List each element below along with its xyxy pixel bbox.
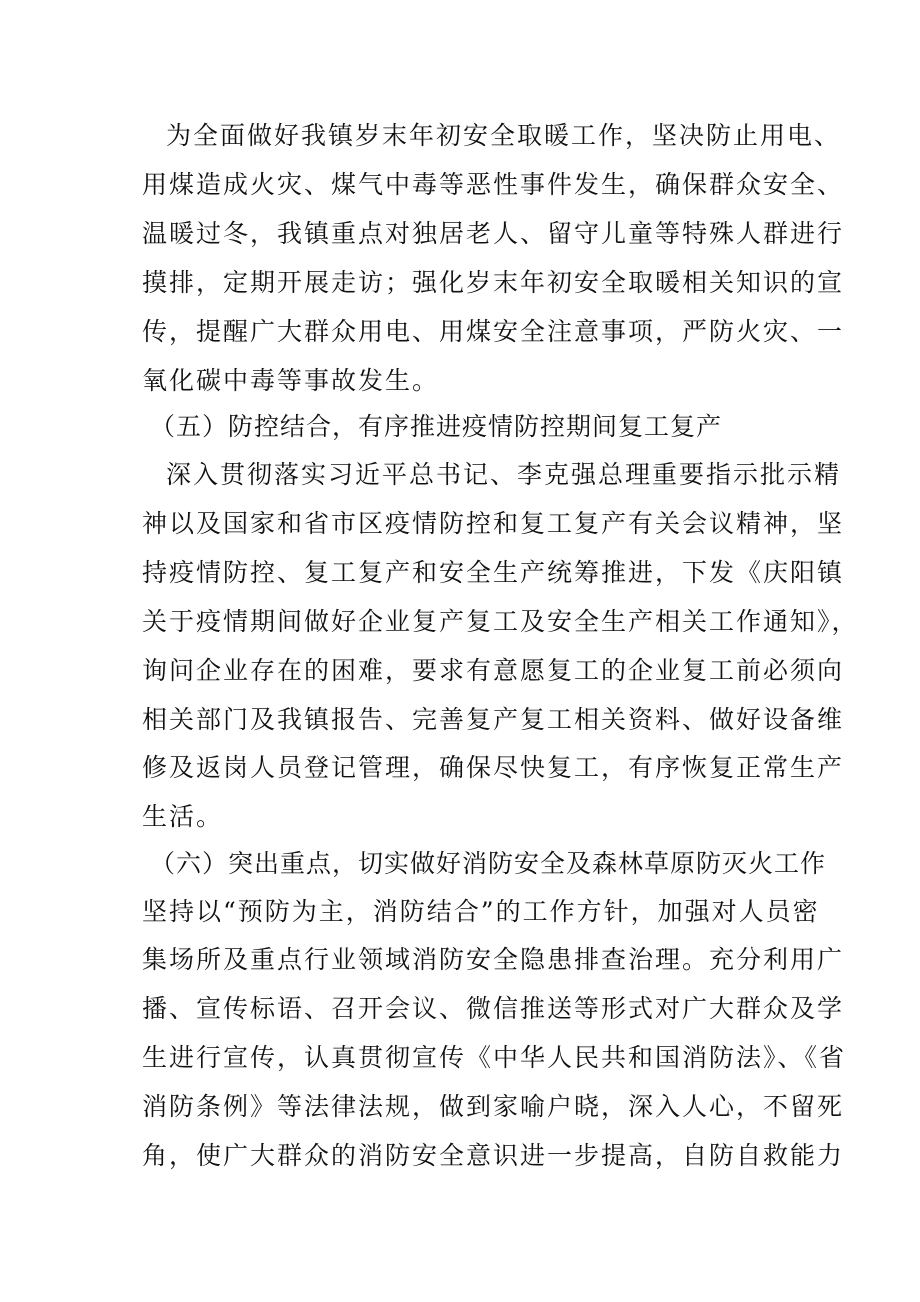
paragraph-line: 氧化碳中毒等事故发生。 xyxy=(142,366,440,395)
paragraph-line: 消防条例》等法律法规，做到家喻户晓，深入人心，不留死 xyxy=(142,1092,845,1121)
paragraph-line: 为全面做好我镇岁末年初安全取暖工作，坚决防止用电、 xyxy=(166,121,842,150)
paragraph-line: 关于疫情期间做好企业复产复工及安全生产相关工作通知》， xyxy=(142,607,859,636)
paragraph-line: 温暖过冬，我镇重点对独居老人、留守儿童等特殊人群进行 xyxy=(142,219,845,248)
paragraph-line: 播、宣传标语、召开会议、微信推送等形式对广大群众及学 xyxy=(142,994,845,1023)
paragraph-line: 深入贯彻落实习近平总书记、李克强总理重要指示批示精 xyxy=(166,460,842,489)
paragraph-line: 摸排，定期开展走访；强化岁末年初安全取暖相关知识的宣 xyxy=(142,268,845,297)
section-heading-5: （五）防控结合，有序推进疫情防控期间复工复产 xyxy=(150,412,723,441)
paragraph-line: 修及返岗人员登记管理，确保尽快复工，有序恢复正常生产 xyxy=(142,753,845,782)
paragraph-line: 相关部门及我镇报告、完善复产复工相关资料、做好设备维 xyxy=(142,705,845,734)
paragraph-line: 神以及国家和省市区疫情防控和复工复产有关会议精神，坚 xyxy=(142,509,845,538)
paragraph-line: 传，提醒广大群众用电、用煤安全注意事项，严防火灾、一 xyxy=(142,317,845,346)
paragraph-line: 生进行宣传，认真贯彻宣传《中华人民共和国消防法》、《省 xyxy=(142,1043,847,1072)
paragraph-line: 询问企业存在的困难，要求有意愿复工的企业复工前必须向 xyxy=(142,656,845,685)
paragraph-line: 持疫情防控、复工复产和安全生产统筹推进，下发《庆阳镇 xyxy=(142,558,845,587)
section-heading-6: （六）突出重点，切实做好消防安全及森林草原防灭火工作 xyxy=(150,849,827,878)
paragraph-line: 角，使广大群众的消防安全意识进一步提高，自防自救能力 xyxy=(142,1141,845,1170)
paragraph-line: 集场所及重点行业领域消防安全隐患排查治理。充分利用广 xyxy=(142,945,845,974)
paragraph-line: 用煤造成火灾、煤气中毒等恶性事件发生，确保群众安全、 xyxy=(142,170,845,199)
paragraph-line: 坚持以“预防为主，消防结合”的工作方针，加强对人员密 xyxy=(142,897,820,926)
paragraph-line: 生活。 xyxy=(142,802,224,831)
